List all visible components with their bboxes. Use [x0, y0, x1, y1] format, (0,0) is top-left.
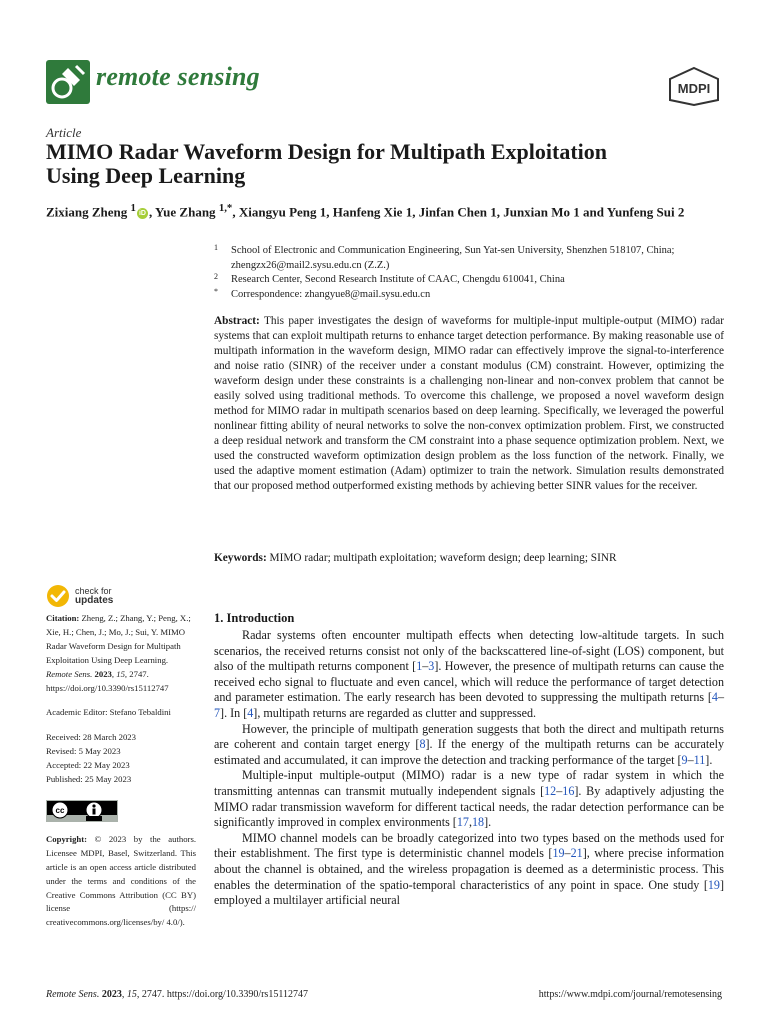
- citation-link[interactable]: 19: [552, 846, 565, 861]
- check-label: check for: [75, 586, 112, 596]
- dates-block: [46, 731, 196, 787]
- updates-label: updates: [75, 595, 114, 606]
- footer-volume: 15: [126, 989, 137, 1000]
- cc-by-license-icon[interactable]: [46, 800, 118, 822]
- author-2[interactable]: Yue Zhang: [154, 204, 216, 220]
- keywords-label: Keywords:: [214, 552, 267, 564]
- affiliation-mark: *: [214, 286, 218, 296]
- citation-link[interactable]: 16: [562, 783, 575, 798]
- author-1-affiliation: 1: [130, 202, 136, 214]
- citation-block: Citation: Zheng, Z.; Zhang, Y.; Peng, X.; Xie, H.; Chen, J.; Mo, J.; Sui, Y. MIMO Radar Waveform Design for Multipath Exploitation Using Deep Learning. Remote Sens. 2023, 15, 2747. https://doi.org/10.3390/rs15112747: [46, 613, 191, 693]
- svg-text:cc: cc: [55, 805, 65, 815]
- citation-link[interactable]: 4: [247, 705, 254, 720]
- author-2-affiliation: 1,*: [218, 202, 233, 214]
- author-1[interactable]: Zixiang Zheng: [46, 204, 128, 220]
- footer-journal-url[interactable]: https://www.mdpi.com/journal/remotesensing: [538, 989, 722, 1000]
- abstract-text: This paper investigates the design of waveforms for multiple-input multiple-output (MIMO) radar systems that can exploit multipath returns to enhance target detection performance. By making reasonable use of multipath information in the waveform design, MIMO radar can effectively improve the signal-to-interference and noise ratio (SINR) of the receiver under a constant modulus (CM) constraint. However, optimizing the waveform design under these constraints is a challenging non-linear and non-convex problem that cannot be easily solved using traditional methods. To overcome this challenge, we proposed a novel waveform design method for MIMO radar in multipath scenarios based on deep learning. Specifically, we leveraged the powerful nonlinear fitting ability of neural networks to solve the non-convex optimization problem. First, we constructed a deep residual network and transform the CM constraint into a phase sequence optimization problem. Next, we used the constructed waveform optimization design problem as the loss function of the network. Finally, we used the adaptive moment estimation (Adam) optimizer to train the network. Simulation results demonstrated that our proposed method outperformed existing methods by achieving better SINR values for the receiver.: [214, 315, 724, 492]
- correspondence[interactable]: Correspondence: zhangyue8@mail.sysu.edu.cn: [231, 288, 431, 300]
- footer-citation: Remote Sens. 2023, 15, 2747. https://doi.org/10.3390/rs15112747: [46, 989, 308, 1000]
- date-revised: Revised: 5 May 2023: [46, 746, 121, 757]
- affiliation-row: [214, 259, 734, 274]
- orcid-icon[interactable]: iD: [138, 210, 146, 218]
- author-list: Zixiang Zheng $^1$ iD , Yue Zhang $^{1,*}$, Xiangyu Peng 1, Hanfeng Xie 1, Jinfan Chen 1, Junxian Mo 1 and Yunfeng Sui 2: [46, 202, 685, 220]
- paragraph: MIMO channel models can be broadly categorized into two types based on the methods used for their establishment. The first type is deterministic channel models [19–21], where precise information about the channel is obtained, and the wireless propagation is deemed as a deterministic process. This enables the determination of the spatio-temporal characteristics of any point in space. One study [19] employed a multilayer artificial neural: [214, 830, 724, 908]
- paragraph: Radar systems often encounter multipath effects when detecting low-altitude targets. In such scenarios, the received returns consist not only of the backscattered line-of-sight (LOS) component, but also of the multipath returns component [1–3]. However, the presence of multipath returns can cause the received echo signal to fluctuate and even cancel, which will reduce the performance of target detection and parameter estimation. The early research has been devoted to suppressing the multipath returns [4–7]. In [4], multipath returns are regarded as clutter and suppressed.: [214, 628, 724, 720]
- citation-journal: Remote Sens.: [46, 668, 93, 679]
- affiliations: [214, 244, 734, 302]
- copyright-block: [46, 833, 196, 930]
- paragraph: However, the principle of multipath generation suggests that both the direct and multipath returns are coherent and contain target energy [8]. If the energy of the multipath returns can be accurately estimated and accumulated, it can improve the detection and tracking performance of the target [9–11].: [214, 721, 725, 767]
- academic-editor: Academic Editor: Stefano Tebaldini: [46, 707, 171, 718]
- keywords-text: MIMO radar; multipath exploitation; waveform design; deep learning; SINR: [269, 552, 617, 564]
- sidebar: [46, 612, 196, 941]
- citation-link[interactable]: 12: [544, 783, 557, 798]
- date-accepted: Accepted: 22 May 2023: [46, 760, 130, 771]
- copyright-label: Copyright:: [46, 833, 88, 844]
- affiliation-row: [214, 288, 734, 303]
- affiliation-mark: 1: [214, 243, 218, 252]
- journal-logo-icon: [46, 60, 90, 104]
- affiliation-row: [214, 244, 734, 259]
- article-title: [46, 140, 726, 188]
- author-rest: , Xiangyu Peng 1, Hanfeng Xie 1, Jinfan Chen 1, Junxian Mo 1 and Yunfeng Sui 2: [232, 204, 685, 220]
- citation-link[interactable]: 9: [681, 752, 688, 767]
- citation-link[interactable]: 21: [570, 846, 583, 861]
- section-heading: 1. Introduction: [214, 611, 295, 625]
- citation-year: 2023: [94, 668, 112, 679]
- copyright-text: © 2023 by the authors. Licensee MDPI, Basel, Switzerland. This article is an open access article distributed under the terms and conditions of the Creative Commons Attribution (CC BY) license (https:// creativecommons.org/licenses/by/ 4.0/).: [46, 833, 196, 928]
- article-type: Article: [46, 125, 82, 140]
- body-text: [214, 628, 724, 909]
- paragraph: Multiple-input multiple-output (MIMO) radar is a new type of radar system in which the transmitting antennas can transmit mutually independent signals [12–16]. By adaptively adjusting the MIMO radar transmission waveform for different tactical needs, the radar detection performance can be significantly improved in complex environments [17,18].: [214, 768, 724, 830]
- footer-doi[interactable]: , 2747. https://doi.org/10.3390/rs15112747: [136, 989, 308, 1000]
- abstract-label: Abstract:: [214, 315, 260, 327]
- publisher-name: MDPI: [677, 81, 711, 96]
- journal-name: remote sensing: [96, 62, 260, 91]
- date-received: Received: 28 March 2023: [46, 732, 136, 743]
- check-for-updates-button[interactable]: [46, 584, 176, 608]
- citation-link[interactable]: 19: [707, 877, 720, 892]
- citation-text: Zheng, Z.; Zhang, Y.; Peng, X.; Xie, H.; Chen, J.; Mo, J.; Sui, Y. MIMO Radar Waveform Design for Multipath Exploitation Using Deep Learning.: [46, 613, 191, 665]
- citation-link[interactable]: 18: [471, 815, 485, 830]
- keywords: [214, 551, 724, 566]
- affiliation-text: School of Electronic and Communication Engineering, Sun Yat-sen University, Shenzhen 518107, China;: [231, 245, 675, 256]
- title-line-2: Using Deep Learning: [46, 163, 246, 188]
- footer-year: 2023: [101, 989, 122, 1000]
- date-published: Published: 25 May 2023: [46, 774, 132, 785]
- mdpi-logo-icon: [666, 66, 722, 106]
- citation-doi[interactable]: , 2747. https://doi.org/10.3390/rs15112747: [46, 668, 169, 693]
- citation-link[interactable]: 11: [693, 752, 706, 767]
- check-for-updates-icon: [46, 584, 70, 608]
- citation-link[interactable]: 3: [428, 659, 435, 674]
- citation-label: Citation:: [46, 613, 80, 623]
- title-line-1: MIMO Radar Waveform Design for Multipath Exploitation: [46, 139, 607, 164]
- citation-link[interactable]: 4: [711, 690, 718, 705]
- citation-link[interactable]: 8: [419, 737, 426, 752]
- citation-link[interactable]: 7: [214, 705, 221, 720]
- affiliation-email[interactable]: zhengzx26@mail2.sysu.edu.cn (Z.Z.): [231, 259, 390, 271]
- affiliation-text: Research Center, Second Research Institute of CAAC, Chengdu 610041, China: [231, 274, 565, 285]
- affiliation-row: [214, 273, 734, 288]
- citation-volume: 15: [116, 668, 125, 679]
- abstract: [214, 314, 724, 494]
- affiliation-mark: 2: [214, 272, 218, 281]
- citation-link[interactable]: 17: [456, 815, 469, 830]
- footer-journal: Remote Sens.: [46, 989, 100, 1000]
- citation-link[interactable]: 1: [416, 659, 423, 674]
